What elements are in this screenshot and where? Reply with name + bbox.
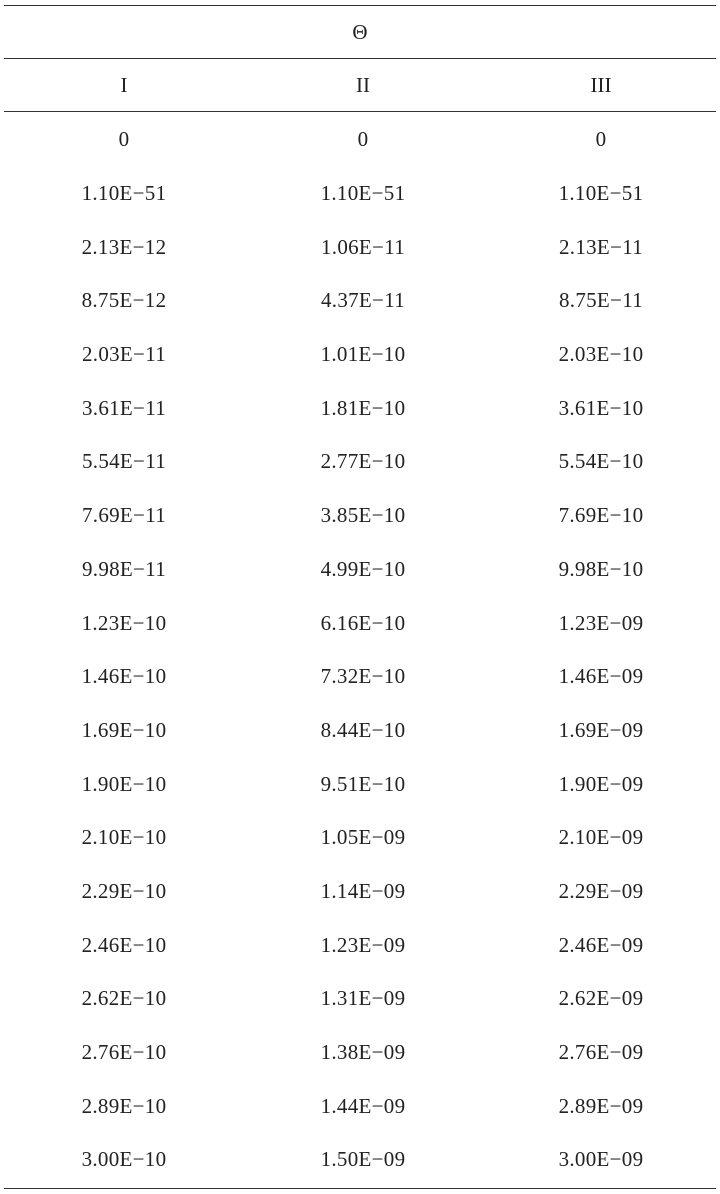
table-cell: 1.23E−09 (558, 610, 644, 635)
table-cell: 2.03E−10 (558, 342, 644, 367)
table-row (4, 865, 716, 919)
table-cell: 1.01E−10 (320, 342, 406, 367)
table-cell: 2.13E−11 (558, 234, 644, 259)
table-cell: 2.13E−12 (81, 234, 167, 259)
table-cell: 1.46E−10 (81, 664, 167, 689)
table-row (4, 435, 716, 489)
table-cell: 1.50E−09 (320, 1147, 406, 1172)
table-cell: 1.38E−09 (320, 1040, 406, 1065)
table-row (4, 918, 716, 972)
table-cell: 1.69E−09 (558, 717, 644, 742)
table-cell: 1.14E−09 (320, 878, 406, 903)
table-cell: 2.76E−09 (558, 1040, 644, 1065)
table-row (4, 220, 716, 274)
table-row (4, 811, 716, 865)
table-cell: 2.29E−09 (558, 878, 644, 903)
table-cell: 1.90E−09 (558, 771, 644, 796)
table-row (4, 113, 716, 167)
table-cell: 8.75E−12 (81, 288, 167, 313)
table-cell: 2.03E−11 (81, 342, 167, 367)
table-row (4, 650, 716, 704)
table-cell: 9.98E−11 (81, 556, 167, 581)
table-cell: 2.29E−10 (81, 878, 167, 903)
table-cell: 2.76E−10 (81, 1040, 167, 1065)
table-cell: 0 (118, 127, 130, 152)
table-cell: 9.98E−10 (558, 556, 644, 581)
table-cell: 1.46E−09 (558, 664, 644, 689)
table-cell: 1.44E−09 (320, 1093, 406, 1118)
table-cell: 3.85E−10 (320, 503, 406, 528)
table-row (4, 381, 716, 435)
table-row (4, 543, 716, 597)
table-cell: 1.23E−10 (81, 610, 167, 635)
table-row (4, 1026, 716, 1080)
table-row (4, 328, 716, 382)
table-cell: 2.46E−10 (81, 932, 167, 957)
table-body (4, 113, 716, 1187)
theta-header (4, 6, 716, 58)
table-cell: 3.61E−10 (558, 395, 644, 420)
table-cell: 1.05E−09 (320, 825, 406, 850)
table-cell: 2.10E−10 (81, 825, 167, 850)
table-cell: 4.37E−11 (320, 288, 406, 313)
body-separator-rule (4, 111, 716, 112)
table-cell: 3.00E−09 (558, 1147, 644, 1172)
theta-header-label: Θ (352, 19, 368, 44)
table-row (4, 972, 716, 1026)
column-header-i: I (120, 72, 128, 97)
table-cell: 1.90E−10 (81, 771, 167, 796)
table-row (4, 489, 716, 543)
table-cell: 6.16E−10 (320, 610, 406, 635)
table-row (4, 704, 716, 758)
table-cell: 2.77E−10 (320, 449, 406, 474)
table-cell: 5.54E−10 (558, 449, 644, 474)
table-cell: 1.10E−51 (320, 181, 406, 206)
column-header-iii: III (590, 72, 612, 97)
table-cell: 2.89E−09 (558, 1093, 644, 1118)
table-cell: 1.06E−11 (320, 234, 406, 259)
table-cell: 1.69E−10 (81, 717, 167, 742)
table-row (4, 757, 716, 811)
table-cell: 1.31E−09 (320, 986, 406, 1011)
table-cell: 7.69E−10 (558, 503, 644, 528)
table-row (4, 167, 716, 221)
table-cell: 7.32E−10 (320, 664, 406, 689)
table-bottom-rule (4, 1188, 716, 1189)
table-cell: 2.62E−10 (81, 986, 167, 1011)
table-cell: 3.00E−10 (81, 1147, 167, 1172)
table-cell: 4.99E−10 (320, 556, 406, 581)
table-cell: 2.89E−10 (81, 1093, 167, 1118)
table-cell: 2.46E−09 (558, 932, 644, 957)
column-header-row (4, 59, 716, 111)
table-cell: 1.23E−09 (320, 932, 406, 957)
table-cell: 2.62E−09 (558, 986, 644, 1011)
table-cell: 7.69E−11 (81, 503, 167, 528)
column-header-ii: II (356, 72, 370, 97)
table-cell: 0 (357, 127, 369, 152)
table-cell: 5.54E−11 (81, 449, 167, 474)
table-row (4, 1079, 716, 1133)
table-row (4, 596, 716, 650)
table-cell: 2.10E−09 (558, 825, 644, 850)
table-cell: 0 (595, 127, 607, 152)
table-cell: 1.10E−51 (558, 181, 644, 206)
table-cell: 1.81E−10 (320, 395, 406, 420)
table-cell: 8.44E−10 (320, 717, 406, 742)
table-row (4, 274, 716, 328)
table-cell: 3.61E−11 (81, 395, 167, 420)
table-row (4, 1133, 716, 1187)
table-cell: 9.51E−10 (320, 771, 406, 796)
table-cell: 8.75E−11 (558, 288, 644, 313)
table-cell: 1.10E−51 (81, 181, 167, 206)
